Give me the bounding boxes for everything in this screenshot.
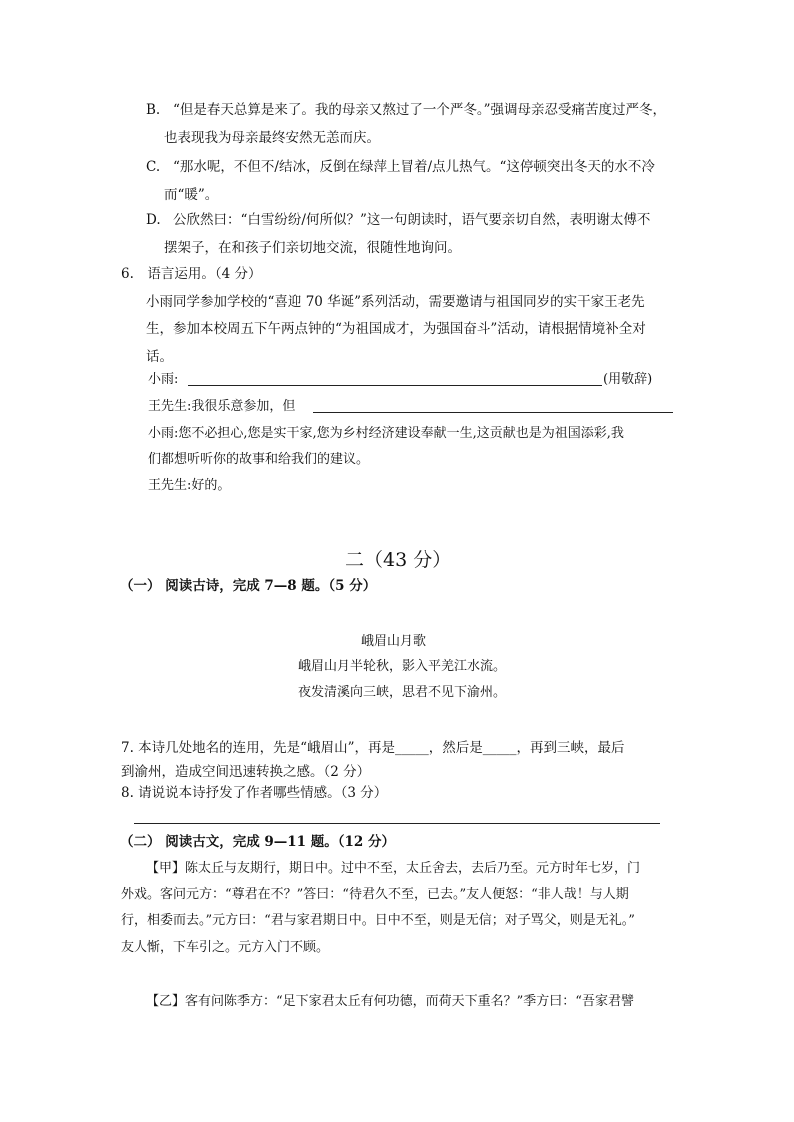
option-b-text-line1: “但是春天总算是来了。我的母亲又熬过了一个严冬。”强调母亲忍受痛苦度过严冬，	[173, 102, 667, 118]
question-6-prompt-line2: 生，参加本校周五下午两点钟的“为祖国成才，为强国奋斗”活动，请根据情境补全对	[146, 321, 646, 337]
passage-jia-line3: 行，相委而去。”元方曰：“君与家君期日中。日中不至，则是无信；对子骂父，则是无礼。”	[121, 913, 635, 928]
option-c-text-line1: “那水呢，不但不/结冰，反倒在绿萍上冒着/点儿热气。“这停顿突出冬天的水不冷	[173, 159, 655, 175]
dialog-honorific-note: (用敬辞)	[603, 372, 653, 387]
question-7-line2: 到渝州，造成空间迅速转换之感。（2 分）	[121, 764, 371, 780]
part-2-title: （二） 阅读古文，完成 9—11 题。（12 分）	[120, 834, 396, 850]
option-c-text-line2: 而“暖”。	[164, 187, 219, 203]
option-d-text-line2: 摆架子，在和孩子们亲切地交流，很随性地询问。	[164, 240, 461, 256]
answer-blank-line[interactable]	[134, 823, 660, 824]
passage-jia-line1: 【甲】陈太丘与友期行，期日中。过中不至，太丘舍去，去后乃至。元方时年七岁，门	[146, 861, 641, 876]
answer-blank-line[interactable]	[313, 412, 673, 413]
dialog-xiaoyu-speaker: 小雨:	[148, 372, 179, 387]
question-6-prompt-line3: 话。	[146, 349, 173, 365]
option-d-text-line1: 公欣然曰：“白雪纷纷/何所似？”这一句朗读时，语气要亲切自然，表明谢太傅不	[173, 212, 651, 228]
option-b-text-line2: 也表现我为母亲最终安然无恙而庆。	[164, 130, 380, 146]
passage-jia-line2: 外戏。客问元方：“尊君在不？”答曰：“待君久不至，已去。”友人便怒：“非人哉！与人期	[121, 887, 629, 902]
option-b-label: B.	[146, 102, 161, 118]
option-d-label: D.	[146, 212, 161, 228]
question-6-title: 6. 语言运用。（4 分）	[121, 266, 262, 282]
dialog-xiaoyu-line2: 们都想听听你的故事和给我们的建议。	[148, 452, 370, 467]
poem-title: 峨眉山月歌	[361, 634, 427, 649]
question-8: 8. 请说说本诗抒发了作者哪些情感。（3 分）	[121, 785, 388, 801]
question-7-line1: 7. 本诗几处地名的连用，先是“峨眉山”，再是_____，然后是_____，再到三峡，最后	[121, 740, 625, 756]
passage-yi-line1: 【乙】客有问陈季方：“足下家君太丘有何功德，而荷天下重名？”季方曰：“吾家君譬	[146, 994, 634, 1009]
question-6-prompt-line1: 小雨同学参加学校的“喜迎 70 华诞”系列活动，需要邀请与祖国同岁的实干家王老先	[146, 294, 645, 310]
option-c-label: C.	[146, 159, 161, 175]
part-1-title: （一） 阅读古诗，完成 7—8 题。（5 分）	[120, 578, 377, 594]
dialog-xiaoyu-line1: 小雨:您不必担心,您是实干家,您为乡村经济建设奉献一生,这贡献也是为祖国添彩,我	[148, 426, 624, 441]
poem-line-2: 夜发清溪向三峡，思君不见下渝州。	[298, 685, 507, 700]
poem-line-1: 峨眉山月半轮秋，影入平羌江水流。	[298, 659, 507, 674]
dialog-wang-final: 王先生:好的。	[148, 478, 231, 493]
section-2-heading: 二（43 分）	[345, 549, 452, 571]
passage-jia-line4: 友人惭，下车引之。元方入门不顾。	[121, 940, 330, 955]
answer-blank-line[interactable]	[188, 385, 602, 386]
dialog-wang-reply: 王先生:我很乐意参加，但	[148, 399, 296, 414]
